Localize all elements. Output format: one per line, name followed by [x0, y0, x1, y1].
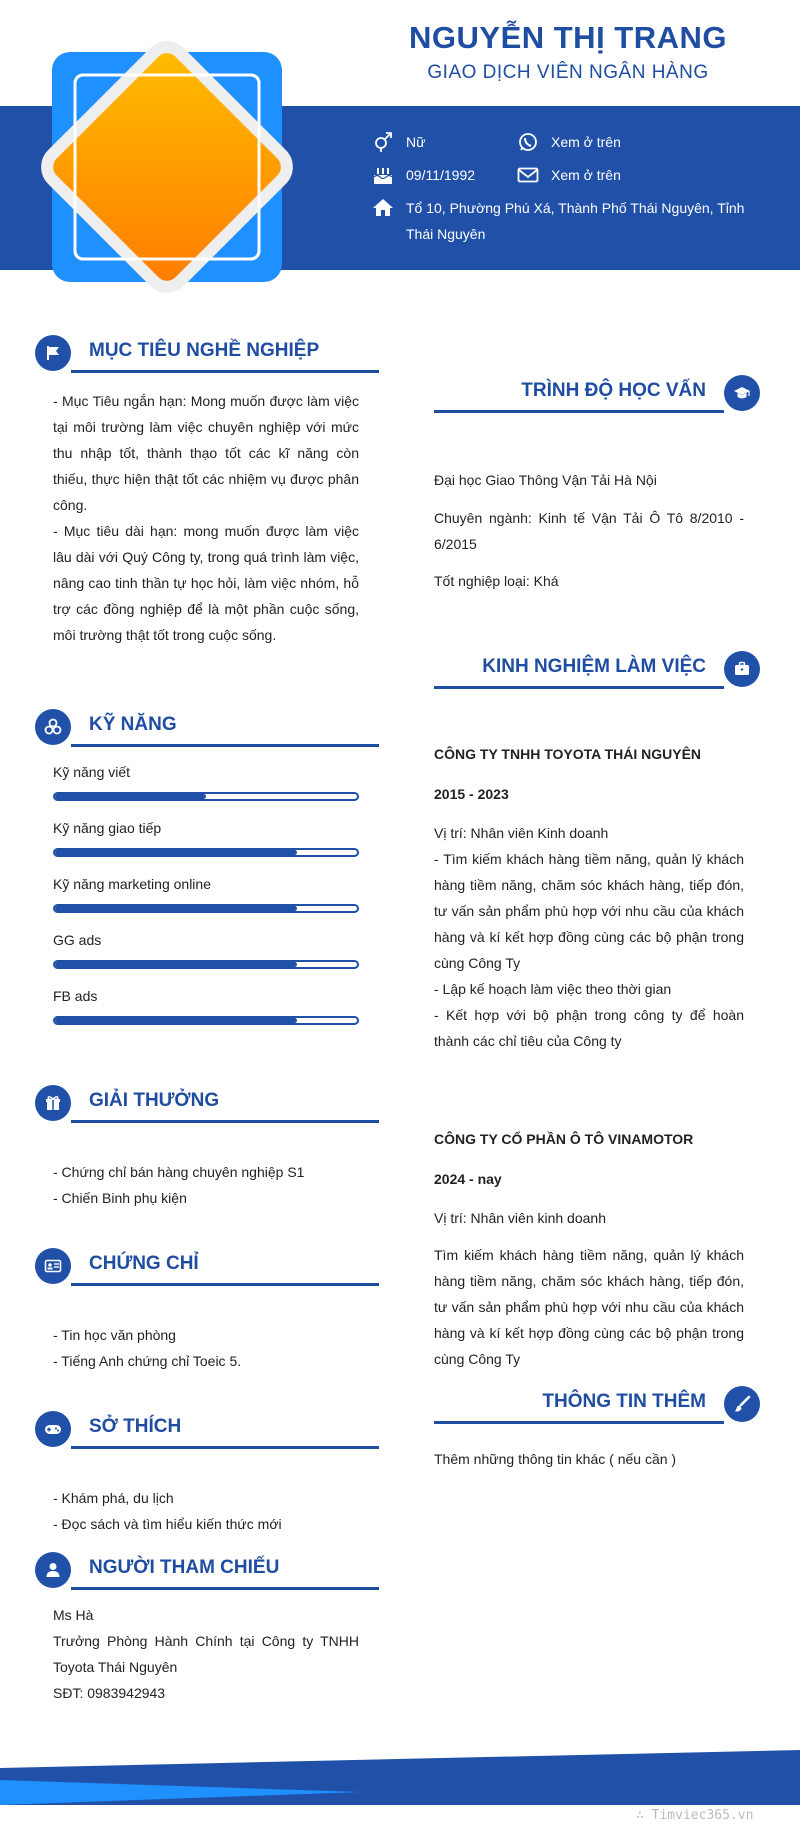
award-item: - Chứng chỉ bán hàng chuyên nghiệp S1 [53, 1164, 305, 1180]
career-goal-text [53, 388, 359, 648]
short-term-goal: - Mục Tiêu ngắn hạn: Mong muốn được làm việc tại môi trường làm việc chuyên nghiệp với mức thu nhập tốt, thành thạo tốt các kĩ năng còn thiếu, thực hiện thật tốt các nhiệm vụ được phân công. [53, 393, 359, 513]
section-title: THÔNG TIN THÊM [542, 1391, 706, 1412]
gift-icon [44, 1094, 62, 1112]
education-major: Chuyên ngành: Kinh tế Vận Tải Ô Tô 8/2010 - 6/2015 [434, 510, 744, 552]
avatar [25, 25, 310, 310]
phone-icon [517, 132, 541, 152]
job-2-duty: Tìm kiếm khách hàng tiềm năng, quản lý khách hàng tiềm năng, chăm sóc khách hàng, tiếp đón, tư vấn sản phẩm phù hợp với nhu cầu của khách hàng và kí kết hợp đồng cùng các bộ phận trong cùng Công Ty [434, 1247, 744, 1367]
birthday-value: 09/11/1992 [406, 167, 476, 183]
section-title: KỸ NĂNG [89, 714, 177, 735]
section-certificates [35, 1246, 379, 1286]
job-1-duty: - Tìm kiếm khách hàng tiềm năng, quản lý khách hàng tiềm năng, chăm sóc khách hàng, tiếp đón, tư vấn sản phẩm phù hợp với nhu cầu của khách hàng và kí kết hợp đồng cùng các bộ phận trong cùng Công Ty [434, 851, 744, 971]
skill-label: FB ads [53, 988, 98, 1004]
gender-icon [372, 132, 396, 152]
home-icon [372, 198, 396, 218]
address-line-2: Thái Nguyên [406, 226, 486, 242]
job-title: GIAO DỊCH VIÊN NGÂN HÀNG [427, 62, 709, 83]
gender-row [372, 132, 425, 155]
skill-level-fill [55, 906, 297, 911]
skill-level-bar [53, 1016, 359, 1025]
job-1-position: Vị trí: Nhân viên Kinh doanh [434, 825, 609, 841]
hobby-item: - Khám phá, du lịch [53, 1490, 174, 1506]
section-skills [35, 707, 379, 747]
reference-name: Ms Hà [53, 1607, 94, 1623]
job-2-position: Vị trí: Nhân viên kinh doanh [434, 1210, 606, 1226]
address-row [372, 198, 744, 247]
section-awards [35, 1083, 379, 1123]
skill-level-bar [53, 848, 359, 857]
skill-level-fill [55, 850, 297, 855]
job-1-details [434, 820, 744, 1054]
phone-value: Xem ở trên [551, 134, 621, 150]
email-value: Xem ở trên [551, 167, 621, 183]
flag-icon [44, 344, 62, 362]
skill-label: Kỹ năng viết [53, 764, 131, 780]
education-school: Đại học Giao Thông Vận Tải Hà Nội [434, 472, 657, 488]
phone-row [517, 132, 621, 155]
address-value [406, 195, 744, 247]
hobby-item: - Đọc sách và tìm hiểu kiến thức mới [53, 1516, 282, 1532]
briefcase-icon [733, 660, 751, 678]
job-2-period: 2024 - nay [434, 1171, 502, 1187]
skills-icon [44, 718, 62, 736]
section-title: GIẢI THƯỞNG [89, 1090, 220, 1111]
section-title: CHỨNG CHỈ [89, 1253, 199, 1274]
job-1-duty: - Kết hợp với bộ phận trong công ty để hoàn thành các chỉ tiêu của Công ty [434, 1007, 744, 1049]
certificate-item: - Tin học văn phòng [53, 1327, 176, 1343]
long-term-goal: - Mục tiêu dài hạn: mong muốn được làm việc lâu dài với Quý Công ty, trong quá trình làm việc, nâng cao tinh thần tự học hỏi, làm việc nhóm, hỗ trợ các đồng nghiệp để là một phần cuộc sống, môi trường thật tốt trong cuộc sống. [53, 523, 359, 643]
birthday-cake-icon [372, 165, 396, 185]
job-1-period: 2015 - 2023 [434, 786, 509, 802]
user-icon [44, 1561, 62, 1579]
section-title: KINH NGHIỆM LÀM VIỆC [482, 656, 706, 677]
section-title: TRÌNH ĐỘ HỌC VẤN [521, 380, 706, 401]
skill-level-bar [53, 904, 359, 913]
section-career-goal [35, 333, 379, 373]
skill-level-fill [55, 1018, 297, 1023]
section-hobbies [35, 1409, 379, 1449]
id-card-icon [44, 1257, 62, 1275]
gamepad-icon [44, 1420, 62, 1438]
watermark-text: Timviec365.vn [651, 1808, 754, 1823]
certificates-list [53, 1322, 359, 1374]
paintbrush-icon [733, 1395, 751, 1413]
awards-list [53, 1159, 359, 1211]
hobbies-list [53, 1485, 359, 1537]
gender-value: Nữ [406, 134, 426, 150]
birthday-row [372, 165, 475, 188]
section-title: MỤC TIÊU NGHỀ NGHIỆP [89, 340, 320, 361]
section-title: SỞ THÍCH [89, 1416, 182, 1437]
reference-phone: SĐT: 0983942943 [53, 1685, 166, 1701]
job-2-company: CÔNG TY CỔ PHẦN Ô TÔ VINAMOTOR [434, 1131, 694, 1147]
section-education [434, 373, 760, 413]
skill-level-bar [53, 792, 359, 801]
section-title: NGƯỜI THAM CHIẾU [89, 1557, 280, 1578]
reference-position: Trưởng Phòng Hành Chính tại Công ty TNHH Toyota Thái Nguyên [53, 1633, 359, 1675]
skill-level-fill [55, 794, 206, 799]
email-icon [517, 165, 541, 185]
job-1-company: CÔNG TY TNHH TOYOTA THÁI NGUYÊN [434, 746, 702, 762]
address-line-1: Tổ 10, Phường Phú Xá, Thành Phố Thái Nguyên, Tỉnh [406, 200, 745, 216]
education-grade: Tốt nghiệp loại: Khá [434, 573, 559, 589]
skill-level-fill [55, 962, 297, 967]
graduation-cap-icon [733, 384, 751, 402]
skill-label: Kỹ năng marketing online [53, 876, 211, 892]
certificate-item: - Tiếng Anh chứng chỉ Toeic 5. [53, 1353, 242, 1369]
section-experience [434, 649, 760, 689]
email-row [517, 165, 621, 188]
skill-level-bar [53, 960, 359, 969]
job-1-duty: - Lập kế hoạch làm việc theo thời gian [434, 981, 672, 997]
watermark: ∴ Timviec365.vn [636, 1808, 754, 1823]
section-extra-info [434, 1384, 760, 1424]
footer-decoration [0, 1740, 800, 1805]
section-references [35, 1550, 379, 1590]
skill-label: GG ads [53, 932, 102, 948]
skill-label: Kỹ năng giao tiếp [53, 820, 162, 836]
candidate-name: NGUYỄN THỊ TRANG [409, 20, 727, 55]
extra-info-text: Thêm những thông tin khác ( nếu cần ) [434, 1451, 677, 1467]
reference-details [53, 1602, 359, 1706]
award-item: - Chiến Binh phụ kiện [53, 1190, 187, 1206]
